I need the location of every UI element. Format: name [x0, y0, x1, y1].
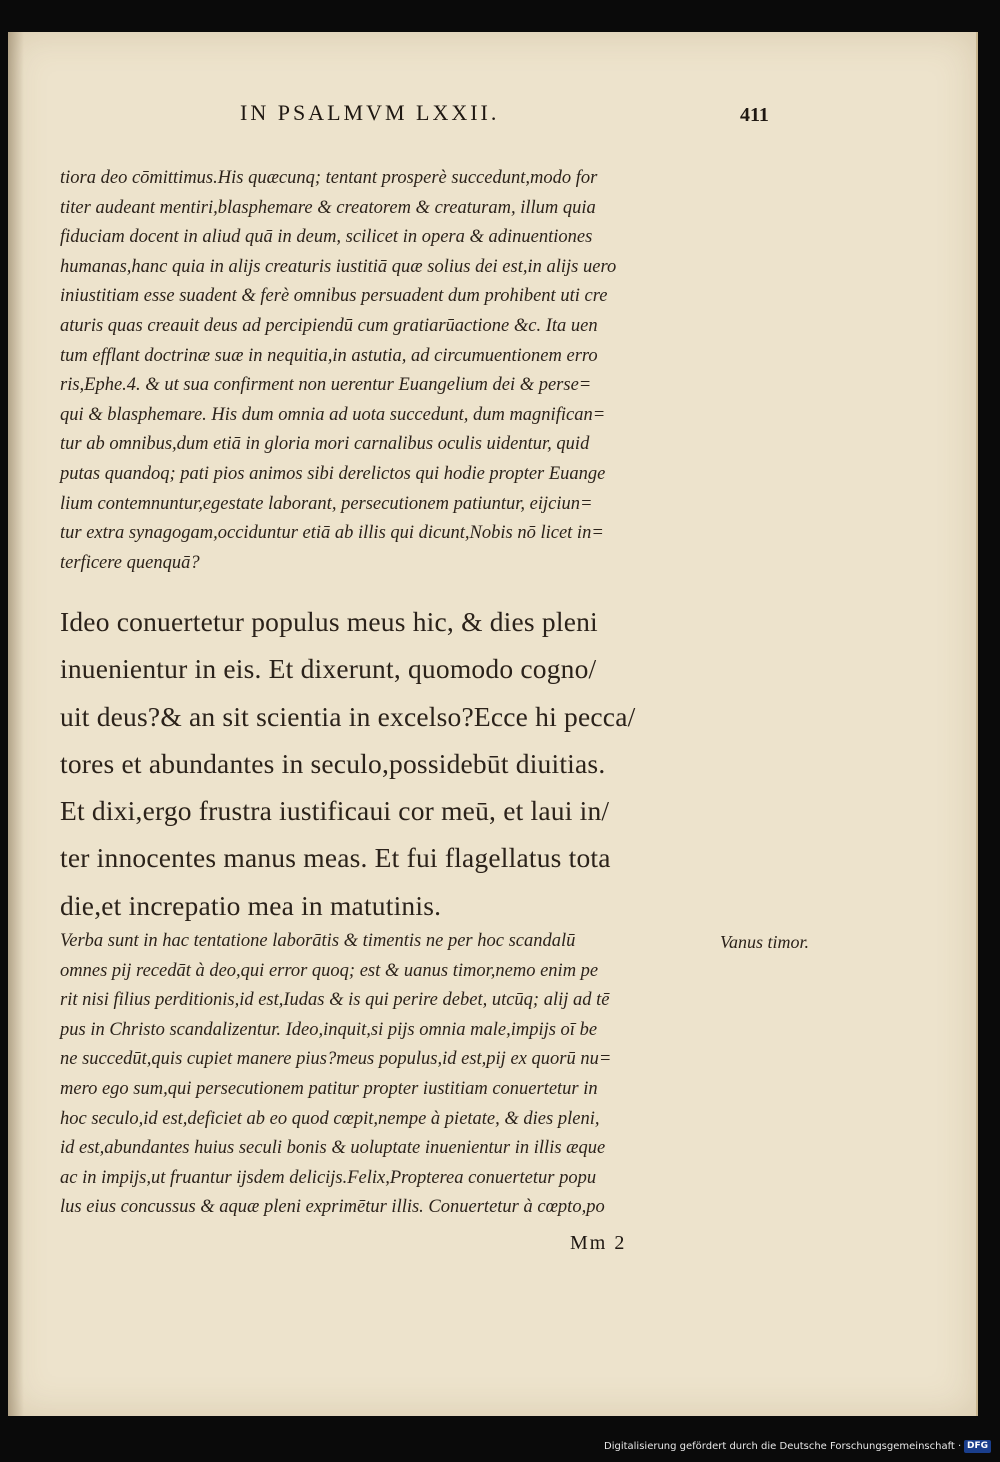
folio-number: 411: [740, 104, 769, 126]
commentary-line: lium contemnuntur,egestate laborant, persecutionem patiuntur, eijciun=: [60, 493, 593, 514]
psalm-line: Ideo conuertetur populus meus hic, & dies pleni: [60, 606, 598, 637]
commentary-line: aturis quas creauit deus ad percipiendū cum gratiarūactione &c. Ita uen: [60, 315, 598, 336]
commentary-line: tur ab omnibus,dum etiā in gloria mori carnalibus oculis uidentur, quid: [60, 434, 590, 455]
psalm-verse-text: [60, 598, 635, 929]
commentary-line: ac in impijs,ut fruantur ijsdem delicijs.Felix,Propterea conuertetur popu: [60, 1167, 597, 1188]
commentary-line: ne succedūt,quis cupiet manere pius?meus populus,id est,pij ex quorū nu=: [60, 1049, 612, 1070]
commentary-line: ris,Ephe.4. & ut sua confirment non uerentur Euangelium dei & perse=: [60, 375, 592, 396]
commentary-line: terficere quenquā?: [60, 552, 200, 573]
commentary-line: id est,abundantes huius seculi bonis & uoluptate inuenientur in illis æque: [60, 1138, 606, 1159]
commentary-line: tum efflant doctrinæ suæ in nequitia,in astutia, ad circumuentionem erro: [60, 345, 598, 366]
commentary-line: humanas,hanc quia in alijs creaturis iustitiā quæ solius dei est,in alijs uero: [60, 256, 617, 277]
commentary-line: tiora deo cōmittimus.His quæcunq; tentant prosperè succedunt,modo for: [60, 168, 598, 188]
dfg-logo: DFG: [964, 1440, 991, 1453]
commentary-line: titer audeant mentiri,blasphemare & creatorem & creaturam, illum quia: [60, 197, 596, 218]
psalm-line: Et dixi,ergo frustra iustificaui cor meū, et laui in/: [60, 795, 610, 827]
commentary-line: putas quandoq; pati pios animos sibi derelictos qui hodie propter Euange: [60, 463, 606, 484]
psalm-line: tores et abundantes in seculo,possidebūt diuitias.: [60, 747, 606, 779]
psalm-line: uit deus?& an sit scientia in excelso?Ecce hi pecca/: [60, 700, 636, 732]
commentary-line: Verba sunt in hac tentatione laborātis & timentis ne per hoc scandalū: [60, 931, 576, 951]
digitization-credit: Digitalisierung gefördert durch die Deutsche Forschungsgemeinschaft ·: [604, 1441, 962, 1452]
commentary-line: iniustitiam esse suadent & ferè omnibus persuadent dum prohibent uti cre: [60, 286, 608, 307]
commentary-line: qui & blasphemare. His dum omnia ad uota succedunt, dum magnifican=: [60, 404, 606, 425]
commentary-line: hoc seculo,id est,deficiet ab eo quod cœpit,nempe à pietate, & dies pleni,: [60, 1108, 600, 1129]
commentary-line: mero ego sum,qui persecutionem patitur propter iustitiam conuertetur in: [60, 1078, 598, 1099]
psalm-line: inuenientur in eis. Et dixerunt, quomodo cogno/: [60, 653, 597, 685]
commentary-line: fiduciam docent in aliud quā in deum, scilicet in opera & adinuentiones: [60, 227, 593, 248]
commentary-line: pus in Christo scandalizentur. Ideo,inquit,si pijs omnia male,impijs oī be: [60, 1019, 598, 1040]
book-page: [8, 32, 978, 1416]
commentary-line: tur extra synagogam,occiduntur etiā ab illis qui dicunt,Nobis nō licet in=: [60, 523, 604, 544]
marginal-note: Vanus timor.: [720, 932, 810, 952]
signature-mark: Mm 2: [570, 1232, 627, 1254]
running-title: IN PSALMVM LXXII.: [240, 100, 500, 125]
commentary-line: rit nisi filius perditionis,id est,Iudas & is qui perire debet, utcūq; alij ad tē: [60, 990, 610, 1011]
commentary-bottom: [60, 927, 611, 1223]
commentary-line: lus eius concussus & aquæ pleni exprimētur illis. Conuertetur à cœpto,po: [60, 1197, 605, 1218]
psalm-line: ter innocentes manus meas. Et fui flagellatus tota: [60, 842, 611, 874]
commentary-top: [60, 164, 616, 578]
commentary-line: omnes pij recedāt à deo,qui error quoq; est & uanus timor,nemo enim pe: [60, 960, 599, 981]
psalm-line: die,et increpatio mea in matutinis.: [60, 889, 442, 921]
